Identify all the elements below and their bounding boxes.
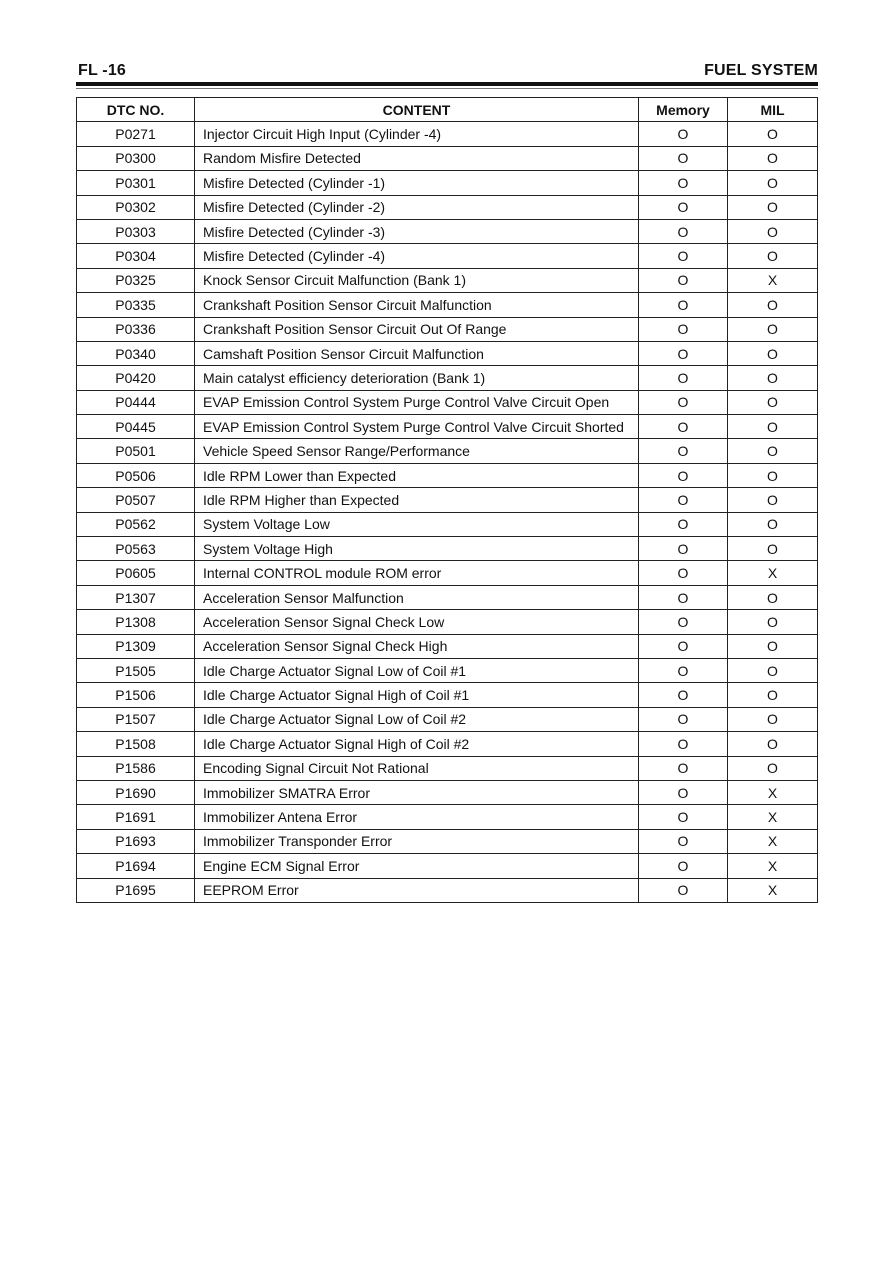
memory-cell: O bbox=[639, 366, 728, 390]
content-cell: Crankshaft Position Sensor Circuit Malfunction bbox=[195, 293, 639, 317]
mil-cell: O bbox=[728, 146, 818, 170]
table-row bbox=[77, 512, 818, 536]
content-cell: Idle Charge Actuator Signal High of Coil #1 bbox=[195, 683, 639, 707]
memory-cell: O bbox=[639, 439, 728, 463]
mil-cell: X bbox=[728, 268, 818, 292]
dtc-code-cell: P0300 bbox=[77, 146, 195, 170]
content-cell: Acceleration Sensor Signal Check High bbox=[195, 634, 639, 658]
dtc-code-cell: P0444 bbox=[77, 390, 195, 414]
table-row bbox=[77, 732, 818, 756]
dtc-code-cell: P1694 bbox=[77, 854, 195, 878]
content-cell: Immobilizer Transponder Error bbox=[195, 829, 639, 853]
content-cell: Vehicle Speed Sensor Range/Performance bbox=[195, 439, 639, 463]
table-row bbox=[77, 756, 818, 780]
content-cell: Misfire Detected (Cylinder -2) bbox=[195, 195, 639, 219]
mil-cell: O bbox=[728, 658, 818, 682]
content-cell: Immobilizer Antena Error bbox=[195, 805, 639, 829]
table-row bbox=[77, 171, 818, 195]
memory-cell: O bbox=[639, 390, 728, 414]
dtc-code-cell: P0340 bbox=[77, 341, 195, 365]
dtc-code-cell: P1507 bbox=[77, 707, 195, 731]
memory-cell: O bbox=[639, 195, 728, 219]
content-cell: System Voltage High bbox=[195, 537, 639, 561]
content-cell: EVAP Emission Control System Purge Control Valve Circuit Shorted bbox=[195, 415, 639, 439]
memory-cell: O bbox=[639, 805, 728, 829]
content-cell: Internal CONTROL module ROM error bbox=[195, 561, 639, 585]
memory-cell: O bbox=[639, 707, 728, 731]
mil-cell: O bbox=[728, 488, 818, 512]
mil-cell: O bbox=[728, 171, 818, 195]
dtc-code-cell: P1695 bbox=[77, 878, 195, 902]
mil-cell: X bbox=[728, 854, 818, 878]
dtc-code-cell: P1309 bbox=[77, 634, 195, 658]
memory-cell: O bbox=[639, 585, 728, 609]
section-number: FL -16 bbox=[78, 62, 127, 79]
memory-cell: O bbox=[639, 512, 728, 536]
memory-cell: O bbox=[639, 756, 728, 780]
memory-cell: O bbox=[639, 561, 728, 585]
dtc-code-cell: P0304 bbox=[77, 244, 195, 268]
dtc-code-cell: P1586 bbox=[77, 756, 195, 780]
mil-cell: O bbox=[728, 610, 818, 634]
table-row bbox=[77, 317, 818, 341]
mil-cell: O bbox=[728, 293, 818, 317]
dtc-code-cell: P0445 bbox=[77, 415, 195, 439]
content-cell: Engine ECM Signal Error bbox=[195, 854, 639, 878]
table-row bbox=[77, 878, 818, 902]
table-row bbox=[77, 561, 818, 585]
mil-cell: X bbox=[728, 805, 818, 829]
dtc-code-cell: P1693 bbox=[77, 829, 195, 853]
dtc-code-cell: P0420 bbox=[77, 366, 195, 390]
dtc-code-cell: P0302 bbox=[77, 195, 195, 219]
memory-cell: O bbox=[639, 488, 728, 512]
memory-cell: O bbox=[639, 415, 728, 439]
mil-cell: X bbox=[728, 780, 818, 804]
dtc-code-cell: P0335 bbox=[77, 293, 195, 317]
content-cell: Main catalyst efficiency deterioration (Bank 1) bbox=[195, 366, 639, 390]
content-cell: Immobilizer SMATRA Error bbox=[195, 780, 639, 804]
table-row bbox=[77, 390, 818, 414]
mil-cell: O bbox=[728, 390, 818, 414]
memory-cell: O bbox=[639, 780, 728, 804]
content-cell: Misfire Detected (Cylinder -4) bbox=[195, 244, 639, 268]
table-row bbox=[77, 341, 818, 365]
memory-cell: O bbox=[639, 146, 728, 170]
table-row bbox=[77, 780, 818, 804]
dtc-code-cell: P1506 bbox=[77, 683, 195, 707]
table-row bbox=[77, 268, 818, 292]
dtc-code-cell: P1308 bbox=[77, 610, 195, 634]
content-cell: Idle RPM Higher than Expected bbox=[195, 488, 639, 512]
dtc-code-cell: P0501 bbox=[77, 439, 195, 463]
content-cell: Acceleration Sensor Signal Check Low bbox=[195, 610, 639, 634]
table-row bbox=[77, 805, 818, 829]
dtc-code-cell: P0605 bbox=[77, 561, 195, 585]
dtc-code-cell: P0301 bbox=[77, 171, 195, 195]
memory-cell: O bbox=[639, 244, 728, 268]
table-row bbox=[77, 219, 818, 243]
memory-cell: O bbox=[639, 683, 728, 707]
column-header-dtc: DTC NO. bbox=[77, 98, 195, 122]
page-header bbox=[76, 62, 818, 84]
memory-cell: O bbox=[639, 634, 728, 658]
mil-cell: O bbox=[728, 585, 818, 609]
column-header-mil: MIL bbox=[728, 98, 818, 122]
table-row bbox=[77, 829, 818, 853]
mil-cell: O bbox=[728, 463, 818, 487]
content-cell: Idle Charge Actuator Signal High of Coil #2 bbox=[195, 732, 639, 756]
dtc-code-cell: P0303 bbox=[77, 219, 195, 243]
memory-cell: O bbox=[639, 219, 728, 243]
content-cell: Random Misfire Detected bbox=[195, 146, 639, 170]
content-cell: Idle RPM Lower than Expected bbox=[195, 463, 639, 487]
table-row bbox=[77, 634, 818, 658]
table-row bbox=[77, 610, 818, 634]
table-body bbox=[77, 122, 818, 903]
content-cell: Misfire Detected (Cylinder -3) bbox=[195, 219, 639, 243]
memory-cell: O bbox=[639, 732, 728, 756]
table-row bbox=[77, 146, 818, 170]
dtc-code-cell: P0325 bbox=[77, 268, 195, 292]
dtc-code-cell: P1505 bbox=[77, 658, 195, 682]
section-title: FUEL SYSTEM bbox=[704, 62, 818, 79]
table-row bbox=[77, 463, 818, 487]
memory-cell: O bbox=[639, 463, 728, 487]
table-row bbox=[77, 293, 818, 317]
mil-cell: X bbox=[728, 878, 818, 902]
table-row bbox=[77, 585, 818, 609]
table-row bbox=[77, 244, 818, 268]
table-row bbox=[77, 537, 818, 561]
content-cell: Idle Charge Actuator Signal Low of Coil #1 bbox=[195, 658, 639, 682]
mil-cell: O bbox=[728, 415, 818, 439]
dtc-code-cell: P0506 bbox=[77, 463, 195, 487]
table-row bbox=[77, 439, 818, 463]
mil-cell: O bbox=[728, 317, 818, 341]
mil-cell: O bbox=[728, 122, 818, 146]
memory-cell: O bbox=[639, 268, 728, 292]
mil-cell: O bbox=[728, 244, 818, 268]
table-row bbox=[77, 366, 818, 390]
table-row bbox=[77, 415, 818, 439]
column-header-content: CONTENT bbox=[195, 98, 639, 122]
mil-cell: O bbox=[728, 756, 818, 780]
content-cell: Crankshaft Position Sensor Circuit Out Of Range bbox=[195, 317, 639, 341]
mil-cell: O bbox=[728, 341, 818, 365]
content-cell: Idle Charge Actuator Signal Low of Coil #2 bbox=[195, 707, 639, 731]
memory-cell: O bbox=[639, 171, 728, 195]
dtc-code-cell: P0562 bbox=[77, 512, 195, 536]
mil-cell: O bbox=[728, 634, 818, 658]
dtc-code-cell: P1508 bbox=[77, 732, 195, 756]
mil-cell: O bbox=[728, 439, 818, 463]
table-row bbox=[77, 683, 818, 707]
content-cell: System Voltage Low bbox=[195, 512, 639, 536]
dtc-code-cell: P0507 bbox=[77, 488, 195, 512]
memory-cell: O bbox=[639, 122, 728, 146]
table-header-row bbox=[77, 98, 818, 122]
dtc-code-cell: P1690 bbox=[77, 780, 195, 804]
memory-cell: O bbox=[639, 829, 728, 853]
dtc-code-cell: P1691 bbox=[77, 805, 195, 829]
content-cell: Encoding Signal Circuit Not Rational bbox=[195, 756, 639, 780]
content-cell: Knock Sensor Circuit Malfunction (Bank 1) bbox=[195, 268, 639, 292]
dtc-code-cell: P0563 bbox=[77, 537, 195, 561]
mil-cell: O bbox=[728, 195, 818, 219]
dtc-code-cell: P1307 bbox=[77, 585, 195, 609]
content-cell: EVAP Emission Control System Purge Control Valve Circuit Open bbox=[195, 390, 639, 414]
mil-cell: O bbox=[728, 512, 818, 536]
memory-cell: O bbox=[639, 317, 728, 341]
mil-cell: X bbox=[728, 561, 818, 585]
header-rule-thin bbox=[76, 88, 818, 89]
table-row bbox=[77, 195, 818, 219]
memory-cell: O bbox=[639, 878, 728, 902]
dtc-code-cell: P0271 bbox=[77, 122, 195, 146]
table-row bbox=[77, 854, 818, 878]
content-cell: Misfire Detected (Cylinder -1) bbox=[195, 171, 639, 195]
table-row bbox=[77, 488, 818, 512]
mil-cell: O bbox=[728, 732, 818, 756]
dtc-table bbox=[76, 97, 818, 903]
header-rule-thick bbox=[76, 82, 818, 86]
content-cell: Injector Circuit High Input (Cylinder -4) bbox=[195, 122, 639, 146]
mil-cell: O bbox=[728, 707, 818, 731]
memory-cell: O bbox=[639, 341, 728, 365]
content-cell: Acceleration Sensor Malfunction bbox=[195, 585, 639, 609]
mil-cell: O bbox=[728, 537, 818, 561]
mil-cell: X bbox=[728, 829, 818, 853]
table-row bbox=[77, 658, 818, 682]
mil-cell: O bbox=[728, 683, 818, 707]
table-row bbox=[77, 122, 818, 146]
content-cell: EEPROM Error bbox=[195, 878, 639, 902]
memory-cell: O bbox=[639, 610, 728, 634]
content-cell: Camshaft Position Sensor Circuit Malfunction bbox=[195, 341, 639, 365]
mil-cell: O bbox=[728, 219, 818, 243]
mil-cell: O bbox=[728, 366, 818, 390]
table-row bbox=[77, 707, 818, 731]
memory-cell: O bbox=[639, 854, 728, 878]
memory-cell: O bbox=[639, 293, 728, 317]
column-header-memory: Memory bbox=[639, 98, 728, 122]
memory-cell: O bbox=[639, 658, 728, 682]
memory-cell: O bbox=[639, 537, 728, 561]
dtc-code-cell: P0336 bbox=[77, 317, 195, 341]
